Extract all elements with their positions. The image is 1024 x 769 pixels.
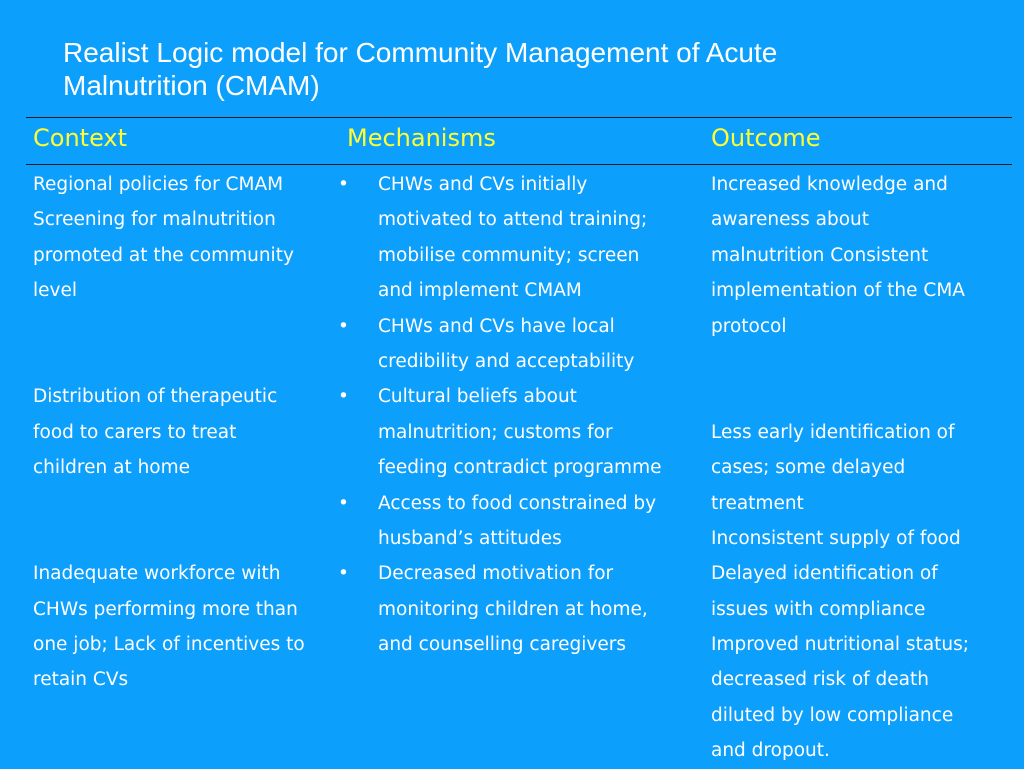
context-line: Regional policies for CMAM	[33, 174, 284, 195]
context-line	[33, 521, 345, 556]
outcome-line: Less early identification of	[711, 421, 955, 443]
mechanism-line: motivated to attend training;	[378, 209, 648, 231]
bullet-icon: •	[338, 386, 349, 408]
mechanism-line: Decreased motivation for	[378, 563, 614, 585]
outcome-line: decreased risk of death	[711, 669, 929, 691]
context-line	[33, 309, 345, 344]
outcome-line: awareness about	[711, 209, 870, 231]
context-line	[33, 486, 345, 521]
slide-title-line-1: Realist Logic model for Community Management of Acute	[63, 37, 778, 68]
mechanism-line: husband’s attitudes	[378, 527, 562, 549]
mechanism-bullet-item	[330, 167, 702, 202]
mechanism-bullet-item	[330, 379, 702, 414]
context-column	[33, 167, 345, 698]
table-top-rule	[26, 117, 1012, 118]
mechanism-line: feeding contradict programme	[378, 457, 662, 479]
context-line: promoted at the community	[33, 244, 294, 266]
outcome-line: issues with compliance	[711, 598, 926, 620]
mechanism-bullet-item	[330, 486, 702, 521]
header-context: Context	[33, 124, 128, 152]
outcome-line	[711, 379, 1016, 414]
outcome-line: Increased knowledge and	[711, 174, 948, 195]
mechanism-line: mobilise community; screen	[378, 244, 640, 266]
bullet-icon: •	[338, 492, 349, 514]
mechanism-line: Cultural beliefs about	[378, 386, 577, 408]
context-line	[33, 344, 345, 379]
header-outcome: Outcome	[711, 124, 821, 152]
bullet-icon: •	[338, 315, 349, 337]
outcome-line: Improved nutritional status;	[711, 634, 970, 656]
mechanism-line: CHWs and CVs initially	[378, 174, 588, 195]
mechanism-line: CHWs and CVs have local	[378, 315, 615, 337]
context-line: children at home	[33, 457, 191, 479]
mechanism-bullet-item	[330, 556, 702, 591]
header-mechanisms: Mechanisms	[347, 124, 496, 152]
context-line: retain CVs	[33, 669, 129, 691]
context-line: CHWs performing more than	[33, 598, 298, 620]
slide-title	[63, 36, 1003, 102]
mechanism-line: malnutrition; customs for	[378, 421, 613, 443]
mechanism-line: and implement CMAM	[378, 280, 582, 302]
outcome-line: and dropout.	[711, 740, 830, 762]
mechanism-bullet-item	[330, 309, 702, 344]
outcome-line: Inconsistent supply of food	[711, 527, 961, 549]
context-line: Inadequate workforce with	[33, 563, 281, 585]
context-line: one job; Lack of incentives to	[33, 634, 305, 656]
slide-title-line-2: Malnutrition (CMAM)	[63, 70, 320, 101]
bullet-icon: •	[338, 563, 349, 585]
mechanisms-column	[330, 167, 702, 662]
context-line: food to carers to treat	[33, 421, 237, 443]
outcome-line: diluted by low compliance	[711, 704, 954, 726]
mechanism-line: credibility and acceptability	[378, 350, 635, 372]
context-line: Screening for malnutrition	[33, 209, 276, 231]
outcome-line	[711, 344, 1016, 379]
outcome-line: cases; some delayed	[711, 457, 906, 479]
bullet-icon: •	[338, 174, 349, 195]
outcome-column	[711, 167, 1016, 769]
outcome-line: malnutrition Consistent	[711, 244, 929, 266]
mechanism-line: and counselling caregivers	[378, 634, 626, 656]
outcome-line: implementation of the CMA	[711, 280, 965, 302]
mechanism-line: Access to food constrained by	[378, 492, 657, 514]
context-line: level	[33, 280, 77, 302]
table-header-rule	[26, 164, 1012, 165]
outcome-line: Delayed identification of	[711, 563, 938, 585]
outcome-line: treatment	[711, 492, 804, 514]
outcome-line: protocol	[711, 315, 787, 337]
mechanism-line: monitoring children at home,	[378, 598, 648, 620]
context-line: Distribution of therapeutic	[33, 386, 278, 408]
